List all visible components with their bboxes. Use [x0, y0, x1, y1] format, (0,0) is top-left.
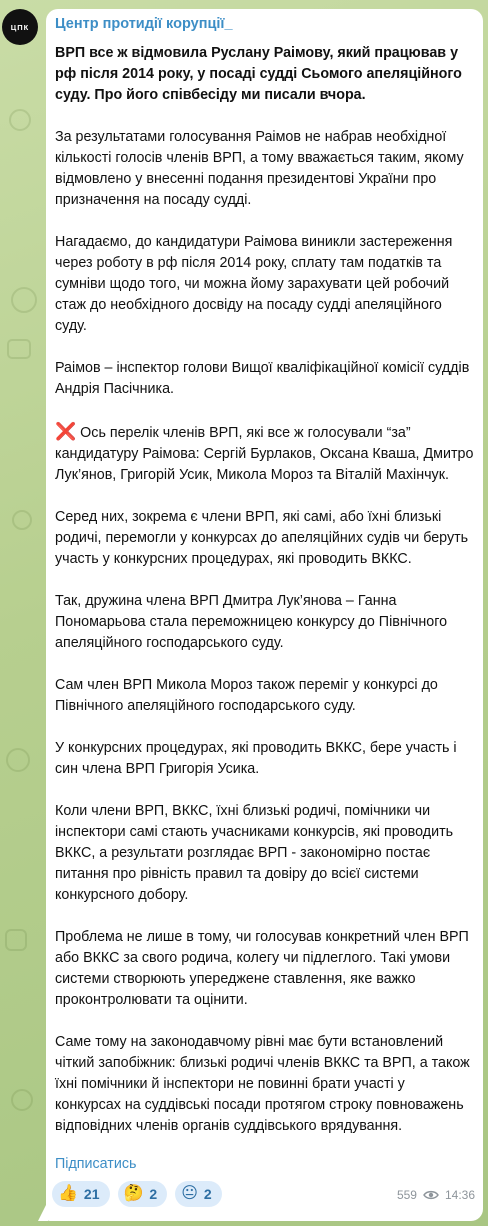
message-paragraph: Саме тому на законодавчому рівні має бути встановлений чіткий запобіжник: близькі родичі членів ВККС та ВРП, а також їхні помічники й інспектори не повинні брати участі у конкурсах на суддівські посади протягом строку повноважень відповідних членів органів суддівського врядування. — [55, 1034, 470, 1134]
cross-mark-icon: ❌ — [55, 422, 77, 441]
message-paragraph: ВРП все ж відмовила Руслану Раімову, який працював у рф після 2014 року, у посаді судді Сьомого апеляційного суду. Про його співбесіду ми писали вчора. — [55, 45, 462, 103]
message-paragraph: Серед них, зокрема є члени ВРП, які самі, або їхні близькі родичі, перемогли у конкурсах до апеляційних судів чи беруть участь у конкурсних процедурах, які проводить ВККС. — [55, 509, 469, 567]
message-time: 14:36 — [444, 1188, 475, 1202]
message-paragraph: За результатами голосування Раімов не набрав необхідної кількості голосів членів ВРП, а тому вважається таким, якому відмовлено у внесенні подання президентові України про призначення на посаду судді. — [55, 129, 464, 208]
message-paragraph: Так, дружина члена ВРП Дмитра Лук’янова – Ганна Пономарьова стала переможницею конкурсу до Північного апеляційного господарського суду. — [55, 593, 448, 651]
subscribe-link[interactable]: Підписатись — [55, 1156, 137, 1172]
message-text — [55, 43, 474, 1137]
reactions-bar — [52, 1181, 222, 1207]
reaction-thumbs-up[interactable] — [52, 1181, 110, 1207]
reaction-thinking[interactable] — [118, 1181, 168, 1207]
thinking-face-icon: 🤔 — [123, 1185, 144, 1202]
reaction-count: 2 — [149, 1186, 158, 1202]
message-paragraph: Нагадаємо, до кандидатури Раімова виникли застереження через роботу в рф після 2014 року, сплату там податків та сумніви щодо того, чи можна йому зарахувати цей робочий стаж до необхідного досвіду на посаду судді апеляційного суду. — [55, 234, 453, 334]
eye-icon — [423, 1190, 439, 1200]
message-paragraph: У конкурсних процедурах, які проводить ВККС, бере участь і син члена ВРП Григорія Усика. — [55, 740, 457, 777]
reaction-count: 21 — [83, 1186, 100, 1202]
neutral-face-icon: 😐 — [181, 1185, 198, 1202]
channel-name[interactable]: Центр протидії корупції_ — [55, 16, 233, 32]
message-meta — [397, 1188, 475, 1202]
avatar-text: ЦПК — [10, 22, 30, 32]
voters-text: Ось перелік членів ВРП, які все ж голосували “за” кандидатуру Раімова: Сергій Бурлаков, Оксана Кваша, Дмитро Лук’янов, Григорій Усик, Микола Мороз та Віталій Махінчук. — [55, 425, 474, 483]
reaction-neutral[interactable] — [175, 1181, 221, 1207]
thumbs-up-icon: 👍 — [58, 1185, 78, 1202]
reaction-count: 2 — [203, 1186, 212, 1202]
channel-avatar[interactable] — [2, 9, 38, 45]
message-paragraph: Сам член ВРП Микола Мороз також переміг у конкурсі до Північного апеляційного господарського суду. — [55, 677, 438, 714]
view-count: 559 — [396, 1188, 417, 1202]
message-paragraph-voters — [55, 421, 474, 486]
message-paragraph: Коли члени ВРП, ВККС, їхні близькі родичі, помічники чи інспектори самі стають учасниками конкурсів, які проводить ВККС, а результати розглядає ВРП - закономірно постає питання про рівність правил та довіру до всієї системи конкурсного добору. — [55, 803, 454, 903]
message-paragraph: Проблема не лише в тому, чи голосував конкретний член ВРП або ВККС за свого родича, колегу чи підлеглого. Такі умови системи створюють упереджене ставлення, яке важко проконтролювати та оцінити. — [55, 929, 469, 1008]
message-bubble — [46, 9, 483, 1221]
message-paragraph: Раімов – інспектор голови Вищої кваліфікаційної комісії суддів Андрія Пасічника. — [55, 360, 470, 397]
